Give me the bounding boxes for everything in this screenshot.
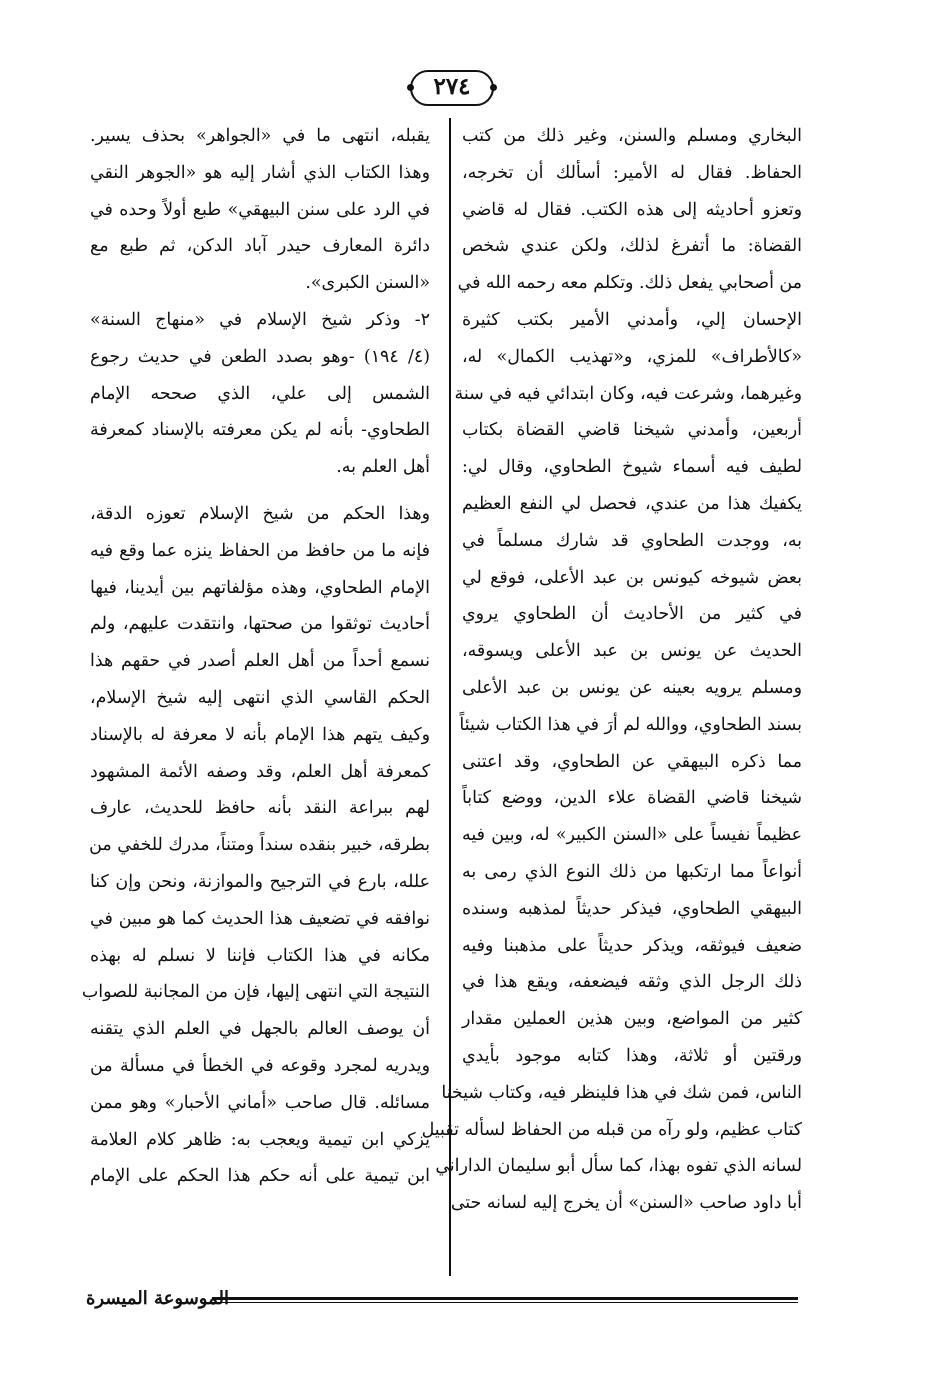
- text-line: أن يوصف العالم بالجهل في العلم الذي يتقنه: [90, 1019, 430, 1040]
- text-line: ضعيف فيوثقه، ويذكر حديثاً على مذهبنا وفيه: [462, 935, 802, 956]
- text-line: لهم ببراعة النقد بأنه حافظ للحديث، عارف: [90, 798, 430, 819]
- text-line: في الرد على سنن البيهقي» طبع أولاً وحده في: [90, 199, 430, 220]
- text-line: يقبله، انتهى ما في «الجواهر» بحذف يسير.: [90, 126, 430, 146]
- text-line: أهل العلم به.: [336, 457, 430, 478]
- footer-rule: [212, 1297, 798, 1300]
- text-line: نوافقه في تضعيف هذا الحديث كما هو مبين في: [90, 908, 430, 929]
- text-line: علله، بارع في الترجيح والموازنة، ونحن وإن كنا: [90, 871, 430, 892]
- page-number: [410, 70, 494, 106]
- text-line: بطرقه، خبير بنقده سنداً ومتناً، مدرك للخفي من: [89, 835, 430, 856]
- text-line: يزكي ابن تيمية ويعجب به: ظاهر كلام العلامة: [90, 1129, 430, 1150]
- text-line: ٢- وذكر شيخ الإسلام في «منهاج السنة»: [90, 309, 430, 330]
- text-line: النتيجة التي انتهى إليها، فإن من المجانبة للصواب: [81, 982, 430, 1003]
- text-line: أحاديث توثقوا من صحتها، وانتقدت عليهم، ولم: [90, 614, 430, 635]
- text-line: لطيف فيه أسماء شيوخ الطحاوي، وقال لي:: [462, 457, 802, 478]
- text-line: «السنن الكبرى».: [305, 273, 430, 294]
- text-line: ذلك الرجل الذي وثقه فيضعفه، ويقع هذا في: [462, 972, 802, 993]
- text-line: ومسلم يرويه بعينه عن يونس بن عبد الأعلى: [462, 677, 802, 698]
- page-number-dot-left: [407, 84, 414, 91]
- text-line: في كثير من الأحاديث أن الطحاوي يروي: [462, 604, 802, 625]
- text-line: أربعين، وأمدني شيخنا قاضي القضاة بكتاب: [462, 420, 802, 441]
- footer-rule-thin: [212, 1302, 798, 1303]
- text-line: البيهقي الطحاوي، فيذكر حديثاً لمذهبه وسنده: [462, 898, 802, 919]
- footer-title: الموسوعة الميسرة: [86, 1288, 229, 1309]
- text-line: الحفاظ. فقال له الأمير: أسألك أن تخرجه،: [462, 162, 802, 183]
- text-line: مما ذكره البيهقي عن الطحاوي، وقد اعتنى: [462, 751, 802, 772]
- text-line: عظيماً نفيساً على «السنن الكبير» له، وبين فيه: [462, 825, 802, 846]
- text-line: القضاة: ما أتفرغ لذلك، ولكن عندي شخص: [462, 236, 802, 257]
- text-line: وكيف يتهم هذا الإمام بأنه لا معرفة له بالإسناد: [90, 724, 430, 745]
- text-line: شيخنا قاضي القضاة علاء الدين، ووضع كتاباً: [462, 788, 802, 809]
- text-line: ويدريه لمجرد وقوعه في الخطأ في مسألة من: [90, 1055, 430, 1076]
- page-number-dot-right: [490, 84, 497, 91]
- text-line: الإحسان إلي، وأمدني الأمير بكتب كثيرة: [462, 309, 802, 330]
- text-line: لسانه الذي تفوه بهذا، كما سأل أبو سليمان الداراني: [435, 1156, 802, 1177]
- text-line: البخاري ومسلم والسنن، وغير ذلك من كتب: [462, 126, 802, 146]
- text-line: كمعرفة أهل العلم، وقد وصفه الأئمة المشهود: [90, 761, 430, 782]
- text-line: (٤/ ١٩٤) -وهو بصدد الطعن في حديث رجوع: [90, 346, 431, 367]
- text-line: بسند الطحاوي، ووالله لم أرَ في هذا الكتاب شيئاً: [459, 714, 802, 735]
- text-line: ابن تيمية على أنه حكم هذا الحكم على الإمام: [90, 1166, 430, 1187]
- text-line: كتاب عظيم، ولو رآه من قبله من الحفاظ لسأله تقبيل: [421, 1119, 802, 1140]
- text-line: من أصحابي يفعل ذلك. وتكلم معه رحمه الله في: [457, 273, 802, 294]
- text-line: الطحاوي- بأنه لم يكن معرفته بالإسناد كمعرفة: [90, 420, 430, 441]
- text-line: وتعزو أحاديثه إلى هذه الكتب. فقال له قاضي: [462, 199, 802, 220]
- text-line: دائرة المعارف حيدر آباد الدكن، ثم طبع مع: [90, 236, 430, 257]
- text-line: نسمع أحداً من أهل العلم أصدر في حقهم هذا: [90, 651, 430, 672]
- text-line: الحكم القاسي الذي انتهى إليه شيخ الإسلام،: [90, 687, 430, 708]
- text-line: الإمام الطحاوي، وهذه مؤلفاتهم بين أيدينا، فيها: [90, 577, 430, 598]
- text-line: مسائله. قال صاحب «أماني الأحبار» وهو ممن: [90, 1092, 430, 1113]
- text-line: الشمس إلى علي، الذي صححه الإمام: [90, 383, 430, 404]
- text-line: الناس، فمن شك في هذا فلينظر فيه، وكتاب شيخنا: [441, 1082, 802, 1103]
- text-line: وهذا الكتاب الذي أشار إليه هو «الجوهر النقي: [90, 162, 430, 183]
- text-line: أبا داود صاحب «السنن» أن يخرج إليه لسانه حتى: [450, 1193, 802, 1214]
- text-line: وهذا الحكم من شيخ الإسلام تعوزه الدقة،: [90, 503, 430, 524]
- page-number-text: ٢٧٤: [433, 73, 471, 100]
- text-line: بعض شيوخه كيونس بن عبد الأعلى، فوقع لي: [462, 567, 802, 588]
- text-line: مكانه في هذا الكتاب فإننا لا نسلم له بهذه: [90, 945, 430, 966]
- text-line: به، ووجدت الطحاوي قد شارك مسلماً في: [462, 530, 802, 551]
- text-line: فإنه ما من حافظ من الحفاظ ينزه عما وقع فيه: [90, 540, 430, 561]
- text-line: الحديث عن يونس بن عبد الأعلى ويسوقه،: [462, 641, 802, 662]
- left-column: [81, 118, 431, 1195]
- text-line: يكفيك هذا من عندي، فحصل لي النفع العظيم: [462, 493, 802, 514]
- text-line: ورقتين أو ثلاثة، وهذا كتابه موجود بأيدي: [462, 1045, 802, 1066]
- text-line: «كالأطراف» للمزي، و«تهذيب الكمال» له،: [462, 346, 802, 367]
- text-line: وغيرهما، وشرعت فيه، وكان ابتدائي فيه في سنة: [454, 383, 802, 404]
- text-line: كثير من المواضع، وبين هذين العملين مقدار: [462, 1009, 802, 1030]
- right-column: [421, 118, 802, 1222]
- text-line: أنواعاً مما ارتكبها من ذلك النوع الذي رمى به: [462, 861, 802, 882]
